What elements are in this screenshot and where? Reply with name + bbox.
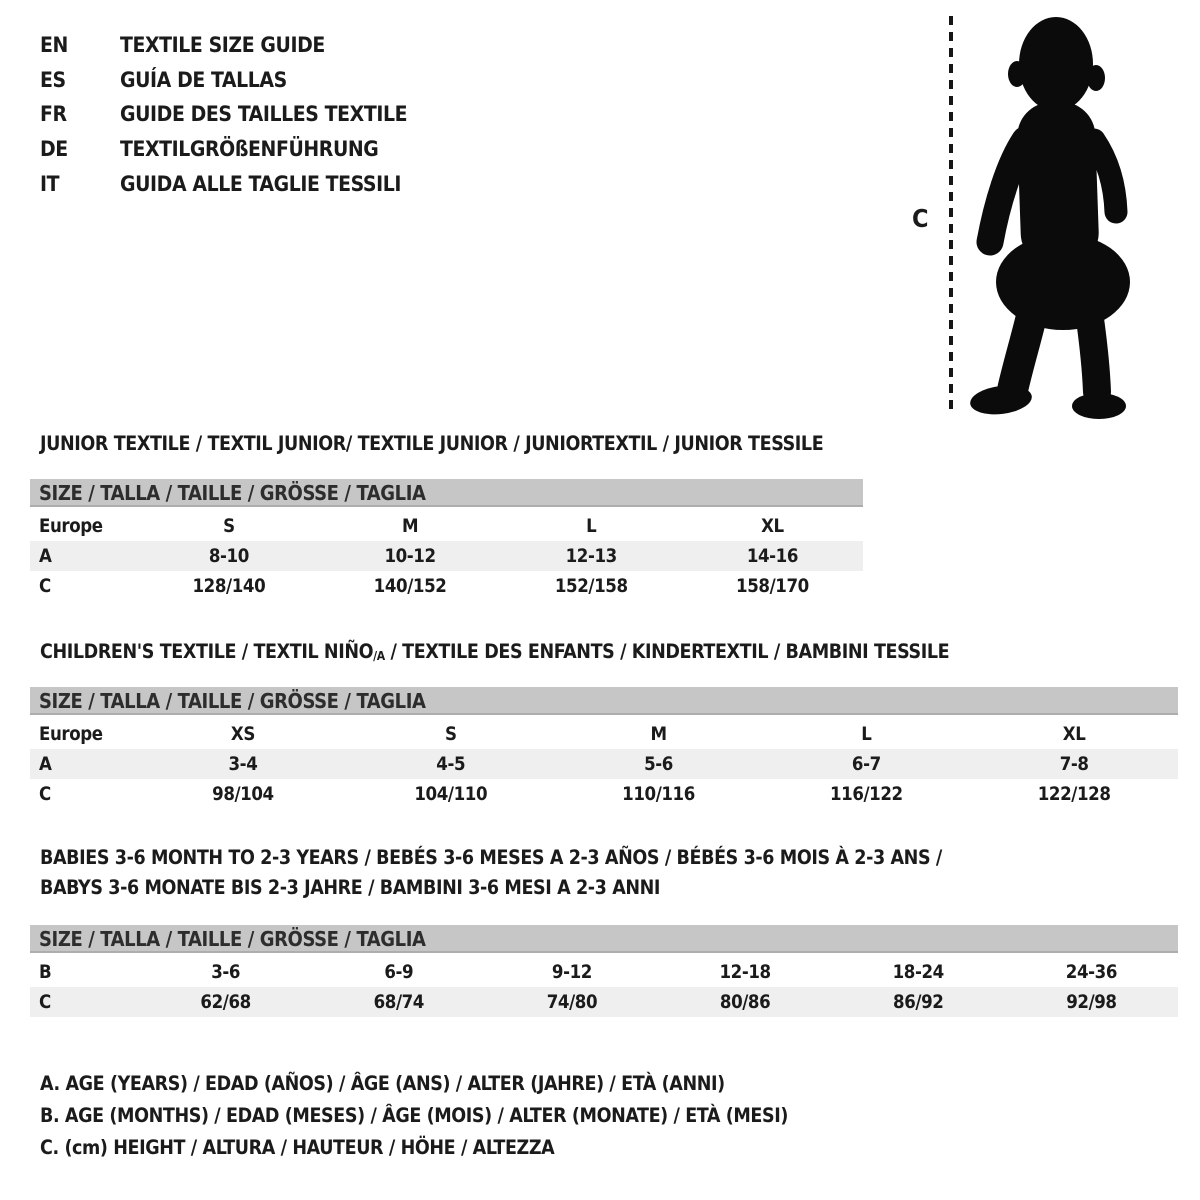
value-cell: 80/86 <box>719 991 771 1013</box>
junior-row-europe <box>30 511 863 541</box>
children-title-pre: CHILDREN'S TEXTILE / TEXTIL NIÑO <box>40 640 374 663</box>
row-label: Europe <box>39 723 103 745</box>
junior-section-title: JUNIOR TEXTILE / TEXTIL JUNIOR/ TEXTILE JUNIOR / JUNIORTEXTIL / JUNIOR TESSILE <box>40 432 824 455</box>
value-cell: 116/122 <box>829 783 903 805</box>
language-code-it: IT <box>40 171 60 196</box>
value-cell: 12-18 <box>719 961 771 983</box>
children-row-age-years <box>30 749 1178 779</box>
babies-title-line2: BABYS 3-6 MONATE BIS 2-3 JAHRE / BAMBINI 3-6 MESI A 2-3 ANNI <box>40 876 661 899</box>
size-cell: L <box>586 515 597 537</box>
junior-size-table <box>30 479 863 601</box>
row-label: A <box>39 545 52 567</box>
value-cell: 122/128 <box>1037 783 1111 805</box>
value-cell: 9-12 <box>551 961 592 983</box>
value-cell: 18-24 <box>892 961 944 983</box>
children-row-height-cm <box>30 779 1178 809</box>
value-cell: 92/98 <box>1066 991 1117 1013</box>
children-section-title <box>40 640 949 663</box>
value-cell: 6-7 <box>851 753 881 775</box>
value-cell: 152/158 <box>554 575 628 597</box>
language-code-en: EN <box>40 33 68 58</box>
height-measure-label: C <box>912 204 929 233</box>
language-code-de: DE <box>40 137 68 162</box>
babies-row-age-months <box>30 957 1178 987</box>
children-title-subscript: /A <box>373 649 385 664</box>
children-title-post: / TEXTILE DES ENFANTS / KINDERTEXTIL / BAMBINI TESSILE <box>384 640 950 663</box>
value-cell: 3-4 <box>228 753 258 775</box>
babies-section-title <box>40 843 942 903</box>
language-row-it <box>40 166 407 201</box>
value-cell: 7-8 <box>1059 753 1089 775</box>
language-title-de: TEXTILGRÖßENFÜHRUNG <box>120 137 379 162</box>
size-cell: S <box>223 515 235 537</box>
language-title-it: GUIDA ALLE TAGLIE TESSILI <box>120 171 402 196</box>
size-cell: S <box>444 723 457 745</box>
babies-size-table <box>30 925 1178 1017</box>
row-label: C <box>39 991 51 1013</box>
legend-height-cm: C. (cm) HEIGHT / ALTURA / HAUTEUR / HÖHE / ALTEZZA <box>40 1136 555 1159</box>
legend-age-months: B. AGE (MONTHS) / EDAD (MESES) / ÂGE (MOIS) / ALTER (MONATE) / ETÀ (MESI) <box>40 1104 788 1127</box>
value-cell: 62/68 <box>200 991 251 1013</box>
value-cell: 3-6 <box>211 961 241 983</box>
value-cell: 6-9 <box>384 961 414 983</box>
babies-row-height-cm <box>30 987 1178 1017</box>
value-cell: 12-13 <box>565 545 617 567</box>
value-cell: 24-36 <box>1065 961 1118 983</box>
value-cell: 128/140 <box>192 575 266 597</box>
language-row-de <box>40 132 407 167</box>
value-cell: 5-6 <box>644 753 673 775</box>
language-title-en: TEXTILE SIZE GUIDE <box>120 33 325 58</box>
size-cell: M <box>650 723 667 745</box>
value-cell: 10-12 <box>384 545 436 567</box>
size-cell: M <box>401 515 419 537</box>
language-title-list <box>40 28 407 201</box>
value-cell: 104/110 <box>414 783 488 805</box>
language-row-en <box>40 28 407 63</box>
value-cell: 8-10 <box>208 545 249 567</box>
measurement-legend <box>40 1068 788 1164</box>
junior-row-age-years <box>30 541 863 571</box>
value-cell: 158/170 <box>736 575 809 597</box>
size-cell: XS <box>230 723 255 745</box>
language-code-fr: FR <box>40 102 67 127</box>
row-label: A <box>39 753 52 775</box>
row-label: B <box>39 961 52 983</box>
size-cell: L <box>861 723 872 745</box>
size-cell: XL <box>1062 723 1086 745</box>
babies-size-header-bar: SIZE / TALLA / TAILLE / GRÖSSE / TAGLIA <box>30 925 1178 953</box>
language-row-es <box>40 63 407 98</box>
value-cell: 4-5 <box>436 753 466 775</box>
language-code-es: ES <box>40 67 66 92</box>
value-cell: 110/116 <box>622 783 695 805</box>
language-row-fr <box>40 97 407 132</box>
children-size-header-bar: SIZE / TALLA / TAILLE / GRÖSSE / TAGLIA <box>30 687 1178 715</box>
value-cell: 140/152 <box>373 575 447 597</box>
junior-size-header-bar: SIZE / TALLA / TAILLE / GRÖSSE / TAGLIA <box>30 479 863 507</box>
junior-row-height-cm <box>30 571 863 601</box>
value-cell: 14-16 <box>746 545 799 567</box>
toddler-silhouette-icon <box>963 14 1138 424</box>
size-cell: XL <box>761 515 784 537</box>
language-title-fr: GUIDE DES TAILLES TEXTILE <box>120 102 408 127</box>
language-title-es: GUÍA DE TALLAS <box>120 67 287 92</box>
row-label: C <box>39 575 51 597</box>
height-measure-dashed-line <box>949 16 953 416</box>
value-cell: 74/80 <box>546 991 598 1013</box>
babies-title-line1: BABIES 3-6 MONTH TO 2-3 YEARS / BEBÉS 3-6 MESES A 2-3 AÑOS / BÉBÉS 3-6 MOIS À 2-3 ANS / <box>40 846 942 869</box>
value-cell: 68/74 <box>373 991 424 1013</box>
row-label: C <box>39 783 51 805</box>
children-row-europe <box>30 719 1178 749</box>
row-label: Europe <box>39 515 103 537</box>
legend-age-years: A. AGE (YEARS) / EDAD (AÑOS) / ÂGE (ANS) / ALTER (JAHRE) / ETÀ (ANNI) <box>40 1072 725 1095</box>
value-cell: 86/92 <box>893 991 944 1013</box>
value-cell: 98/104 <box>212 783 274 805</box>
children-size-table <box>30 687 1178 809</box>
